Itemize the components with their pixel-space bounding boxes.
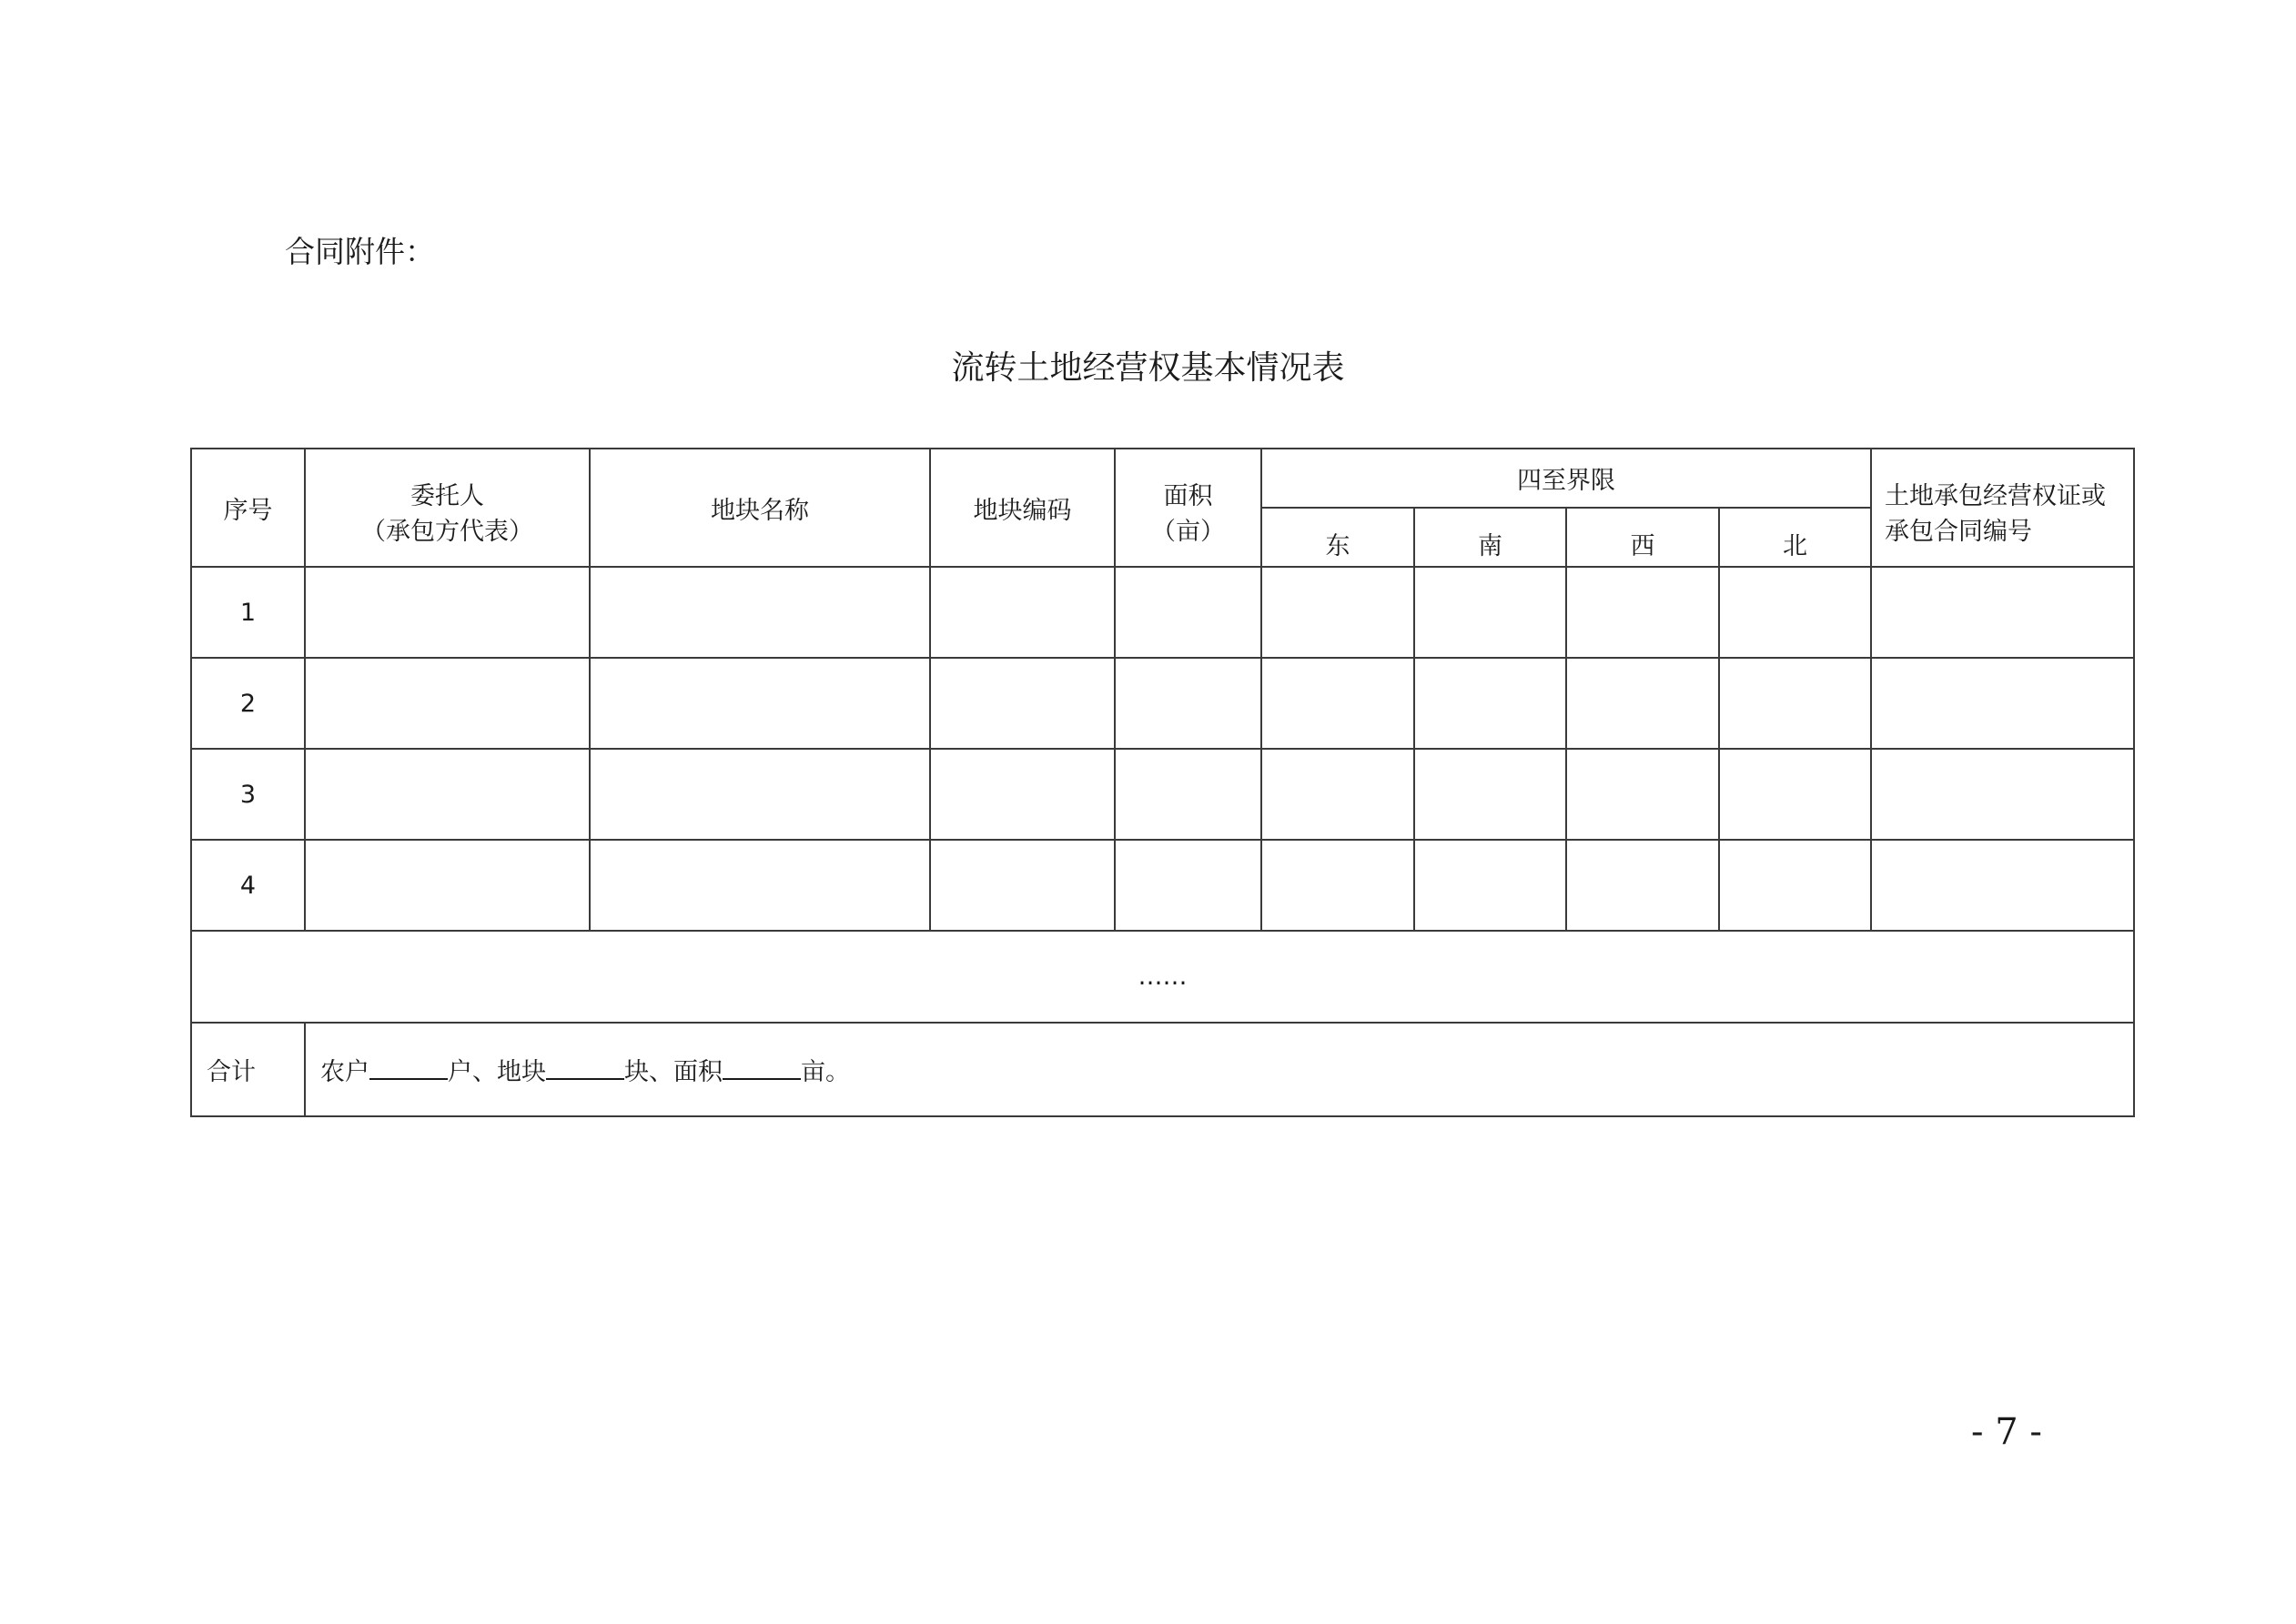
- header-area: [1115, 449, 1261, 567]
- area-blank[interactable]: [723, 1058, 801, 1080]
- cell-plot-name[interactable]: [590, 567, 930, 658]
- header-seq: 序号: [191, 449, 305, 567]
- header-area-line2: （亩）: [1151, 518, 1225, 546]
- total-row: [191, 1023, 2134, 1116]
- header-certificate-line2: 承包合同编号: [1885, 518, 2032, 546]
- cell-plot-name[interactable]: [590, 749, 930, 840]
- cell-south[interactable]: [1414, 840, 1566, 931]
- table-row: [191, 840, 2134, 931]
- row-seq: 1: [191, 567, 305, 658]
- cell-plot-name[interactable]: [590, 840, 930, 931]
- row-seq: 4: [191, 840, 305, 931]
- cell-plot-name[interactable]: [590, 658, 930, 749]
- cell-area[interactable]: [1115, 749, 1261, 840]
- total-label: 合计: [191, 1023, 305, 1116]
- plots-blank[interactable]: [546, 1058, 624, 1080]
- header-plot-code: 地块编码: [930, 449, 1115, 567]
- cell-certificate[interactable]: [1871, 840, 2134, 931]
- cell-north[interactable]: [1719, 749, 1871, 840]
- header-certificate: [1871, 449, 2134, 567]
- header-certificate-line1: 土地承包经营权证或: [1885, 482, 2106, 510]
- attachment-label: 合同附件：: [285, 234, 435, 269]
- cell-plot-code[interactable]: [930, 840, 1115, 931]
- table-row: [191, 749, 2134, 840]
- cell-principal[interactable]: [305, 840, 590, 931]
- header-plot-name: 地块名称: [590, 449, 930, 567]
- table-row: [191, 567, 2134, 658]
- cell-plot-code[interactable]: [930, 658, 1115, 749]
- cell-area[interactable]: [1115, 567, 1261, 658]
- land-info-table: [190, 448, 2135, 1117]
- cell-west[interactable]: [1566, 567, 1719, 658]
- cell-area[interactable]: [1115, 840, 1261, 931]
- header-area-line1: 面积: [1163, 482, 1213, 510]
- header-boundaries: 四至界限: [1261, 449, 1871, 508]
- table-row: [191, 658, 2134, 749]
- cell-area[interactable]: [1115, 658, 1261, 749]
- total-area-suffix: 亩。: [801, 1058, 850, 1086]
- header-principal-line1: 委托人: [410, 482, 484, 510]
- ellipsis-row: [191, 931, 2134, 1023]
- cell-east[interactable]: [1261, 749, 1414, 840]
- header-row-1: [191, 449, 2134, 508]
- row-seq: 3: [191, 749, 305, 840]
- cell-north[interactable]: [1719, 658, 1871, 749]
- cell-west[interactable]: [1566, 749, 1719, 840]
- ellipsis-text: ……: [191, 931, 2134, 1023]
- households-blank[interactable]: [369, 1058, 448, 1080]
- header-west: 西: [1566, 508, 1719, 567]
- cell-east[interactable]: [1261, 840, 1414, 931]
- cell-east[interactable]: [1261, 567, 1414, 658]
- total-households-prefix: 农户: [320, 1058, 369, 1086]
- cell-north[interactable]: [1719, 567, 1871, 658]
- total-summary: [305, 1023, 2134, 1116]
- header-south: 南: [1414, 508, 1566, 567]
- table-title: 流转土地经营权基本情况表: [951, 349, 1345, 387]
- header-principal: [305, 449, 590, 567]
- cell-north[interactable]: [1719, 840, 1871, 931]
- cell-west[interactable]: [1566, 658, 1719, 749]
- total-households-suffix: 户、地块: [448, 1058, 546, 1086]
- cell-east[interactable]: [1261, 658, 1414, 749]
- header-north: 北: [1719, 508, 1871, 567]
- cell-certificate[interactable]: [1871, 567, 2134, 658]
- cell-principal[interactable]: [305, 749, 590, 840]
- cell-principal[interactable]: [305, 658, 590, 749]
- cell-south[interactable]: [1414, 749, 1566, 840]
- cell-south[interactable]: [1414, 658, 1566, 749]
- cell-certificate[interactable]: [1871, 658, 2134, 749]
- cell-certificate[interactable]: [1871, 749, 2134, 840]
- cell-plot-code[interactable]: [930, 749, 1115, 840]
- cell-west[interactable]: [1566, 840, 1719, 931]
- cell-south[interactable]: [1414, 567, 1566, 658]
- cell-principal[interactable]: [305, 567, 590, 658]
- header-principal-line2: （承包方代表）: [361, 518, 533, 546]
- total-plots-suffix: 块、面积: [624, 1058, 723, 1086]
- row-seq: 2: [191, 658, 305, 749]
- cell-plot-code[interactable]: [930, 567, 1115, 658]
- page-number: - 7 -: [1971, 1411, 2042, 1453]
- header-east: 东: [1261, 508, 1414, 567]
